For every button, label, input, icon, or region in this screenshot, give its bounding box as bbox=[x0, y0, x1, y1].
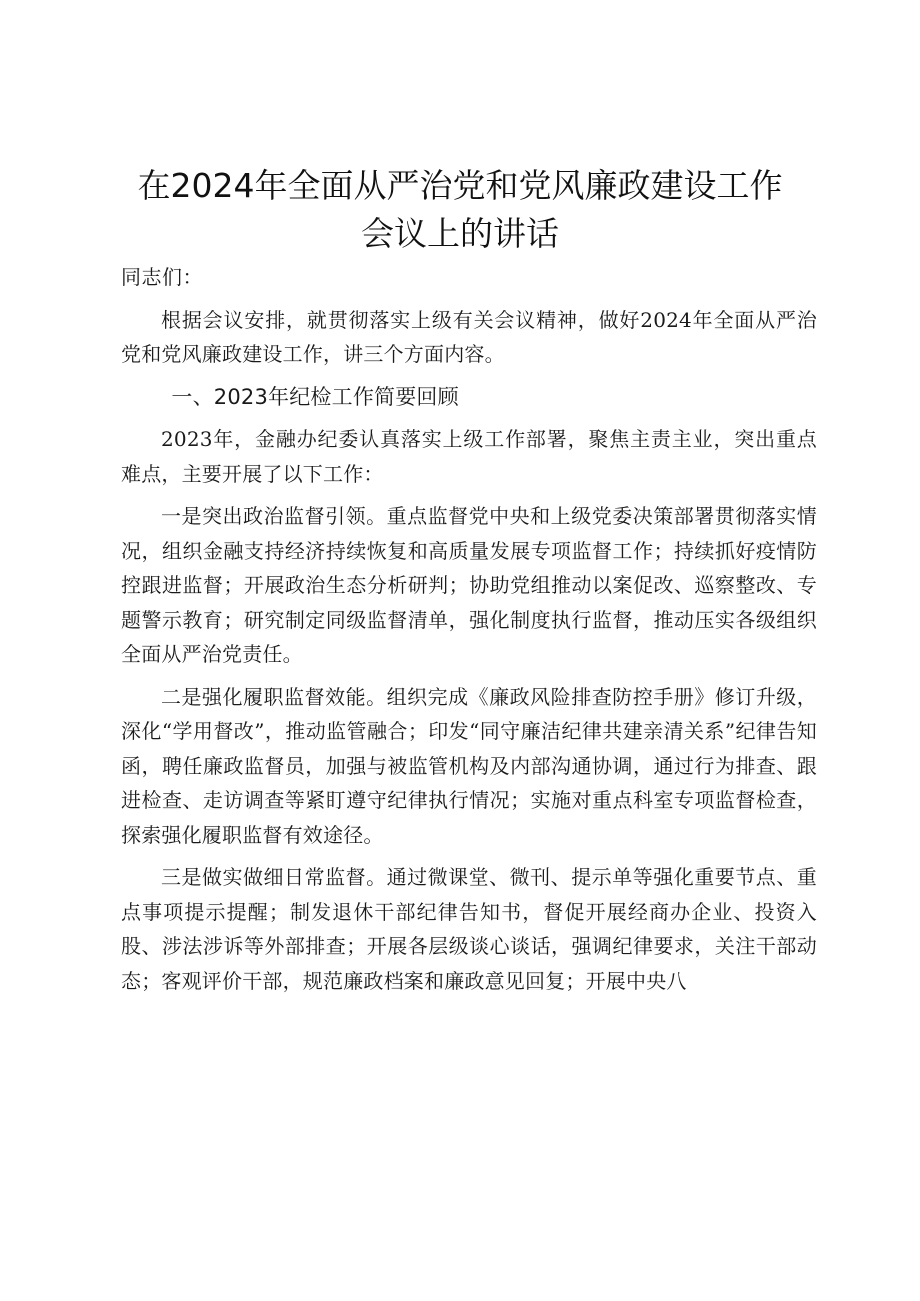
title-line-1: 在2024年全面从严治党和党风廉政建设工作 bbox=[137, 166, 783, 205]
salutation: 同志们： bbox=[121, 265, 203, 289]
intro-paragraph: 根据会议安排，就贯彻落实上级有关会议精神，做好2024年全面从严治党和党风廉政建设工作，讲三个方面内容。 bbox=[121, 307, 817, 366]
item-3-paragraph: 三是做实做细日常监督。通过微课堂、微刊、提示单等强化重要节点、重点事项提示提醒；制发退休干部纪律告知书，督促开展经商办企业、投资入股、涉法涉诉等外部排查；开展各层级谈心谈话，强调纪律要求，关注干部动态；客观评价干部，规范廉政档案和廉政意见回复；开展中央八 bbox=[121, 865, 817, 993]
document-body bbox=[121, 260, 817, 1006]
section-1-intro-paragraph: 2023年，金融办纪委认真落实上级工作部署，聚焦主责主业，突出重点难点，主要开展了以下工作： bbox=[121, 427, 817, 486]
title-line-2: 会议上的讲话 bbox=[361, 214, 559, 253]
document-title bbox=[0, 162, 920, 258]
item-1-paragraph: 一是突出政治监督引领。重点监督党中央和上级党委决策部署贯彻落实情况，组织金融支持经济持续恢复和高质量发展专项监督工作；持续抓好疫情防控跟进监督；开展政治生态分析研判；协助党组推动以案促改、巡察整改、专题警示教育；研究制定同级监督清单，强化制度执行监督，推动压实各级组织全面从严治党责任。 bbox=[121, 504, 817, 666]
section-heading-1: 一、2023年纪检工作简要回顾 bbox=[171, 384, 459, 409]
item-2-paragraph: 二是强化履职监督效能。组织完成《廉政风险排查防控手册》修订升级，深化“学用督改”，推动监管融合；印发“同守廉洁纪律共建亲清关系”纪律告知函，聘任廉政监督员，加强与被监管机构及内部沟通协调，通过行为排查、跟进检查、走访调查等紧盯遵守纪律执行情况；实施对重点科室专项监督检查，探索强化履职监督有效途径。 bbox=[121, 684, 817, 847]
